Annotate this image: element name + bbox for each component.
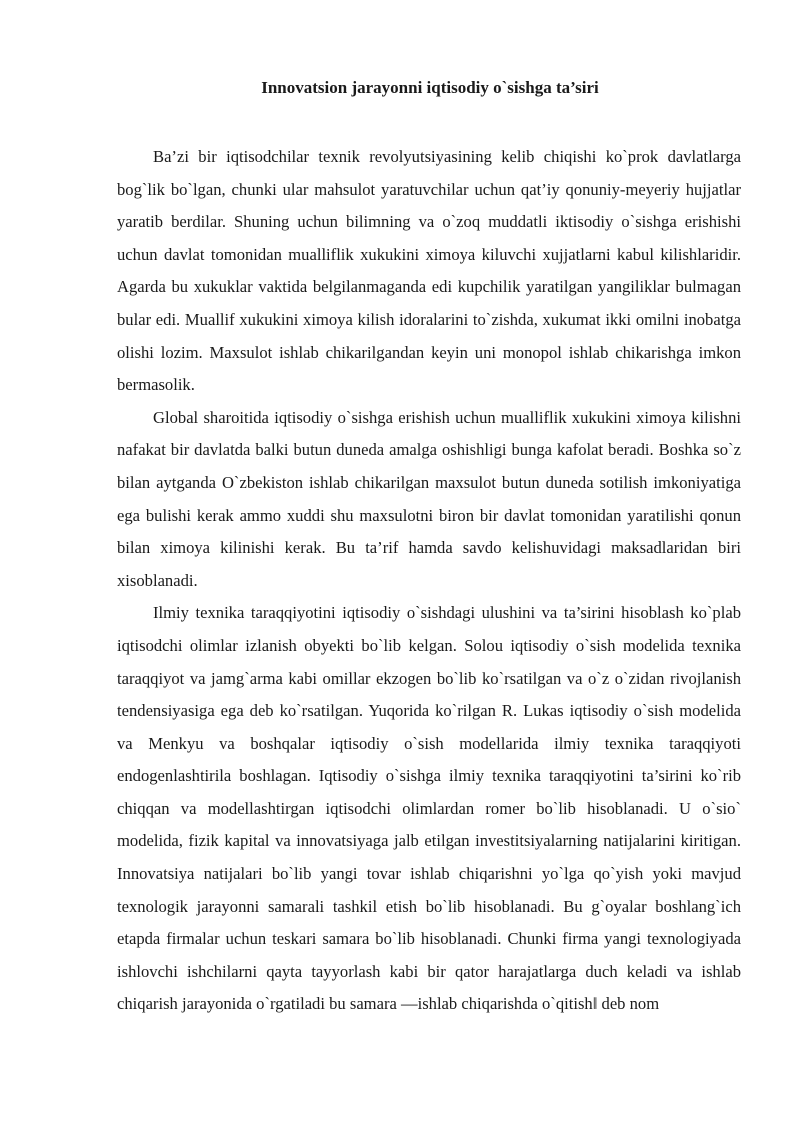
paragraph: Ilmiy texnika taraqqiyotini iqtisodiy o`sishdagi ulushini va ta’sirini hisoblash ko`plab iqtisodchi olimlar izlanish obyekti bo`lib kelgan. Solou iqtisodiy o`sish modelida texnika taraqqiyot va jamg`arma kabi omillar ekzogen bo`lib ko`rsatilgan va o`z o`zidan rivojlanish tendensiyasiga ega deb ko`rsatilgan. Yuqorida ko`rilgan R. Lukas iqtisodiy o`sish modelida va Menkyu va boshqalar iqtisodiy o`sish modellarida ilmiy texnika taraqqiyoti endogenlashtirila boshlagan. Iqtisodiy o`sishga ilmiy texnika taraqqiyotini ta’sirini ko`rib chiqqan va modellashtirgan iqtisodchi olimlardan romer bo`lib hisoblanadi. U o`sio` modelida, fizik kapital va innovatsiyaga jalb etilgan investitsiyalarning natijalarini kiritigan. Innovatsiya natijalari bo`lib yangi tovar ishlab chiqarishni yo`lga qo`yish yoki mavjud texnologik jarayonni samarali tashkil etish bo`lib hisoblanadi. Bu g`oyalar boshlang`ich etapda firmalar uchun teskari samara bo`lib hisoblanadi. Chunki firma yangi texnologiyada ishlovchi ishchilarni qayta tayyorlash kabi bir qator harajatlarga duch keladi va ishlab chiqarish jarayonida o`rgatiladi bu samara ―ishlab chiqarishda o`qitish‖ deb nom <box>117 603 741 1014</box>
document-title: Innovatsion jarayonni iqtisodiy o`sishga ta’siri <box>261 78 599 97</box>
paragraph: Global sharoitida iqtisodiy o`sishga erishish uchun mualliflik xukukini ximoya kilishni nafakat bir davlatda balki butun duneda amalga oshishligi bunga kafolat beradi. Boshka so`z bilan aytganda O`zbekiston ishlab chikarilgan maxsulot butun duneda sotilish imkoniyatiga ega bulishi kerak ammo xuddi shu maxsulotni biron bir davlat tomonidan yaratilishi qonun bilan ximoya kilinishi kerak. Bu ta’rif hamda savdo kelishuvidagi maksadlaridan biri xisoblanadi. <box>117 407 741 590</box>
document-body <box>117 141 741 1021</box>
paragraph: Ba’zi bir iqtisodchilar texnik revolyutsiyasining kelib chiqishi ko`prok davlatlarga bog`lik bo`lgan, chunki ular mahsulot yaratuvchilar uchun qat’iy qonuniy-meyeriy hujjatlar yaratib berdilar. Shuning uchun bilimning va o`zoq muddatli iktisodiy o`sishga erishishi uchun davlat tomonidan mualliflik xukukini ximoya kiluvchi xujjatlarni kabul kilishlaridir. Agarda bu xukuklar vaktida belgilanmaganda edi kupchilik yaratilgan yangiliklar bulmagan bular edi. Muallif xukukini ximoya kilish idoralarini to`zishda, xukumat ikki omilni inobatga olishi lozim. Maxsulot ishlab chikarilgandan keyin uni monopol ishlab chikarishga imkon bermasolik. <box>117 147 741 395</box>
